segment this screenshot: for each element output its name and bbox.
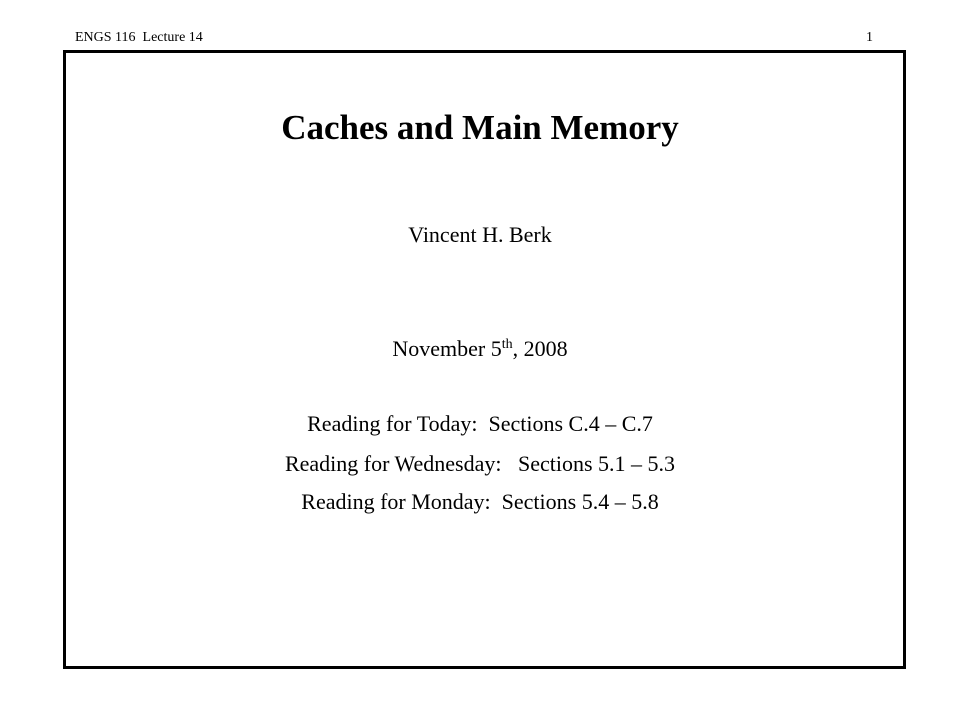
reading-wednesday: Reading for Wednesday: Sections 5.1 – 5.3 — [284, 451, 676, 476]
lecture-date — [0, 334, 960, 364]
date-prefix: November 5 — [392, 336, 502, 361]
date-ordinal: th — [501, 337, 513, 352]
course-header: ENGS 116 Lecture 14 — [75, 30, 203, 45]
date-suffix: , 2008 — [512, 336, 568, 361]
slide-title: Caches and Main Memory — [281, 108, 679, 147]
page-number: 1 — [866, 30, 873, 45]
author-name: Vincent H. Berk — [408, 222, 552, 247]
reading-today: Reading for Today: Sections C.4 – C.7 — [307, 411, 653, 436]
reading-monday: Reading for Monday: Sections 5.4 – 5.8 — [301, 489, 659, 514]
